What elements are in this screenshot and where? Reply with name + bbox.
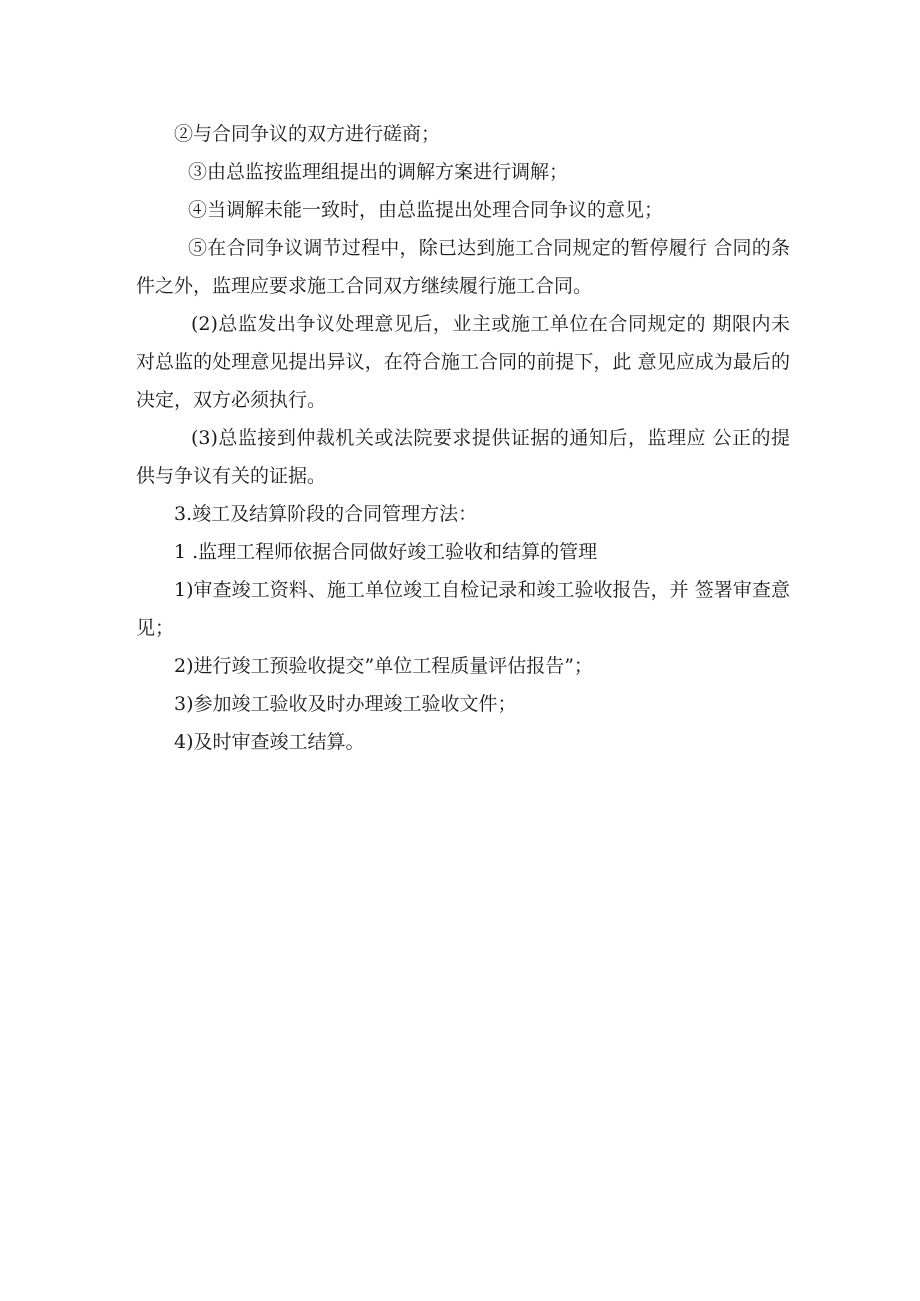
- paragraph-mediation-plan: ③由总监按监理组提出的调解方案进行调解；: [188, 161, 569, 183]
- paragraph-final-decision: (2)总监发出争议处理意见后，业主或施工单位在合同规定的 期限内未对总监的处理意见提出异议，在符合施工合同的前提下，此 意见应成为最后的决定，双方必须执行。: [136, 313, 790, 411]
- list-item-pre-acceptance: 2)进行竣工预验收提交”单位工程质量评估报告”；: [174, 655, 593, 677]
- paragraph-continue-contract: ⑤在合同争议调节过程中，除已达到施工合同规定的暂停履行 合同的条件之外，监理应要求施工合同双方继续履行施工合同。: [136, 237, 790, 297]
- list-item-review-documents: 1)审查竣工资料、施工单位竣工自检记录和竣工验收报告，并 签署审查意见；: [136, 579, 790, 639]
- section-heading-completion: 3.竣工及结算阶段的合同管理方法：: [174, 503, 478, 525]
- paragraph-mediation-failed: ④当调解未能一致时，由总监提出处理合同争议的意见；: [188, 199, 664, 221]
- list-item-review-settlement: 4)及时审查竣工结算。: [174, 731, 365, 753]
- list-item-acceptance-files: 3)参加竣工验收及时办理竣工验收文件；: [174, 693, 517, 715]
- document-body: [136, 115, 790, 761]
- paragraph-negotiate: ②与合同争议的双方进行磋商；: [174, 123, 441, 145]
- paragraph-provide-evidence: (3)总监接到仲裁机关或法院要求提供证据的通知后，监理应 公正的提供与争议有关的证据。: [136, 427, 790, 487]
- paragraph-completion-management: 1 .监理工程师依据合同做好竣工验收和结算的管理: [174, 541, 598, 563]
